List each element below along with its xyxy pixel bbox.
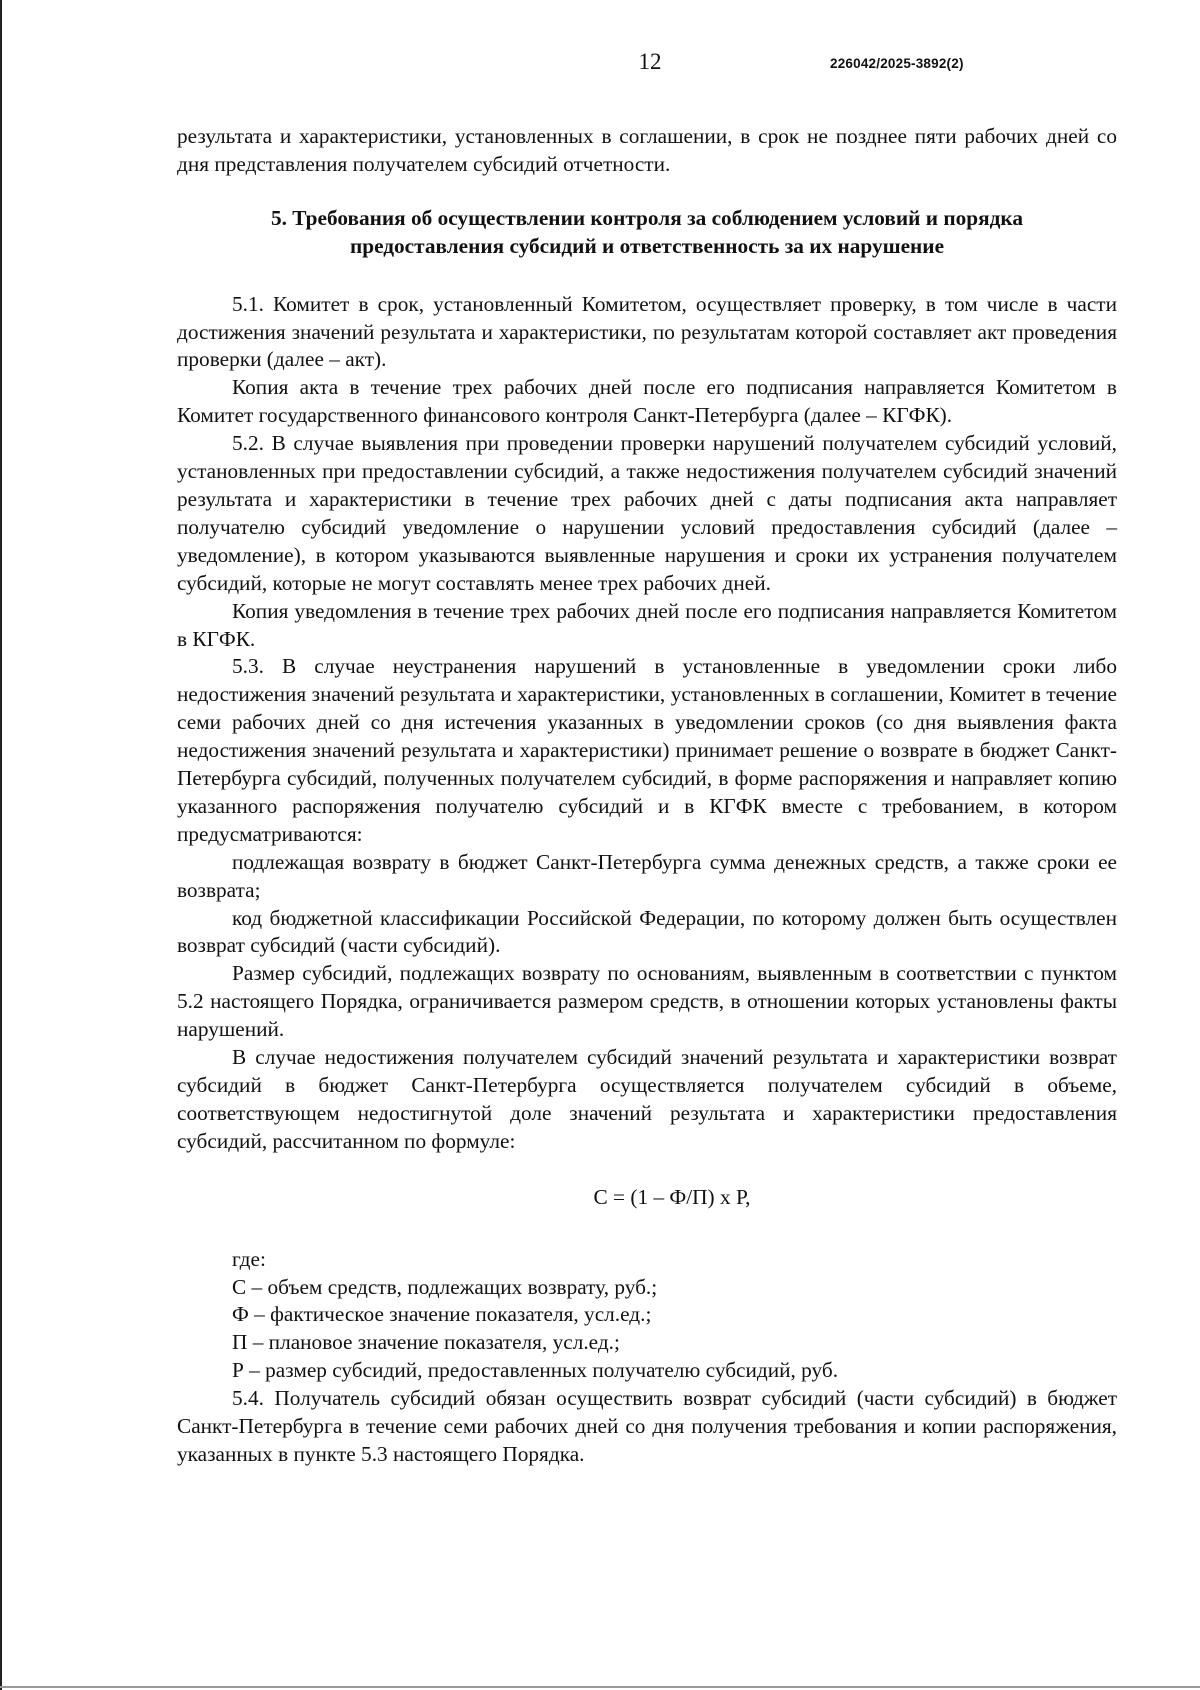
scan-bottom-edge: [0, 1686, 1200, 1688]
legend-where: где:: [232, 1246, 266, 1271]
legend-r: Р – размер субсидий, предоставленных получателю субсидий, руб.: [232, 1358, 839, 1383]
intro-paragraph: результата и характеристики, установленных в соглашении, в срок не позднее пяти рабочих дней со дня представления получателем субсидий отчетности.: [177, 124, 1117, 176]
legend-c: С – объем средств, подлежащих возврату, руб.;: [232, 1274, 658, 1299]
paragraph-5-4: 5.4. Получатель субсидий обязан осуществить возврат субсидий (части субсидий) в бюджет Санкт-Петербурга в течение семи рабочих дней со дня получения требования и копии распоряжения, указанных в пункте 5.3 настоящего Порядка.: [177, 1386, 1117, 1466]
paragraph-5-1: 5.1. Комитет в срок, установленный Комитетом, осуществляет проверку, в том числе в части достижения значений результата и характеристики, по результатам которой составляет акт проведения проверки (далее – акт).: [177, 291, 1117, 372]
legend-f: Ф – фактическое значение показателя, усл.ед.;: [232, 1302, 652, 1327]
formula: [177, 1184, 1117, 1212]
scan-left-edge: [0, 0, 2, 1690]
paragraph-5-2-copy: Копия уведомления в течение трех рабочих дней после его подписания направляется Комитетом в КГФК.: [177, 598, 1117, 651]
paragraph-5-3: 5.3. В случае неустранения нарушений в установленные в уведомлении сроки либо недостижения значений результата и характеристики, установленных в соглашении, Комитет в течение семи рабочих дней со дня истечения указанных в уведомлении сроков (со дня выявления факта недостижения значений результата и характеристики) принимает решение о возврате в бюджет Санкт-Петербурга субсидий, полученных получателем субсидий, в форме распоряжения и направляет копию указанного распоряжения получателю субсидий и в КГФК вместе с требованием, в котором предусматриваются:: [177, 654, 1117, 846]
paragraph-5-1-copy: Копия акта в течение трех рабочих дней после его подписания направляется Комитетом в Комитет государственного финансового контроля Санкт-Петербурга (далее – КГФК).: [177, 375, 1117, 428]
paragraph-5-2: 5.2. В случае выявления при проведении проверки нарушений получателем субсидий условий, установленных при предоставлении субсидий, а также недостижения получателем субсидий значений результата и характеристики в течение трех рабочих дней с даты подписания акта направляет получателю субсидий уведомление о нарушении условий предоставления субсидий (далее – уведомление), в котором указываются выявленные нарушения и сроки их устранения получателем субсидий, которые не могут составлять менее трех рабочих дней.: [177, 431, 1117, 595]
paragraph-5-3-item-1: подлежащая возврату в бюджет Санкт-Петербурга сумма денежных средств, а также сроки ее возврата;: [177, 849, 1117, 902]
paragraph-5-3-item-2: код бюджетной классификации Российской Федерации, по которому должен быть осуществлен возврат субсидий (части субсидий).: [177, 905, 1117, 958]
section-heading-line-2: предоставления субсидий и ответственность за их нарушение: [349, 233, 945, 258]
paragraph-5-3-formula-intro: В случае недостижения получателем субсидий значений результата и характеристики возврат субсидий в бюджет Санкт-Петербурга осуществляется получателем субсидий в объеме, соответствующем недостигнутой доле значений результата и характеристики предоставления субсидий, рассчитанном по формуле:: [177, 1045, 1117, 1153]
section-heading: [177, 205, 1117, 261]
document-body: [177, 123, 1117, 1469]
formula-text: С = (1 – Ф/П) х Р,: [593, 1184, 751, 1209]
page-number: 12: [638, 49, 662, 74]
legend-p: П – плановое значение показателя, усл.ед.;: [232, 1330, 620, 1355]
paragraph-5-3-size: Размер субсидий, подлежащих возврату по основаниям, выявленным в соответствии с пунктом 5.2 настоящего Порядка, ограничивается размером средств, в отношении которых установлены факты нарушений.: [177, 961, 1117, 1042]
document-id: 226042/2025-3892(2): [830, 56, 964, 71]
section-heading-line-1: 5. Требования об осуществлении контроля за соблюдением условий и порядка: [270, 205, 1024, 230]
